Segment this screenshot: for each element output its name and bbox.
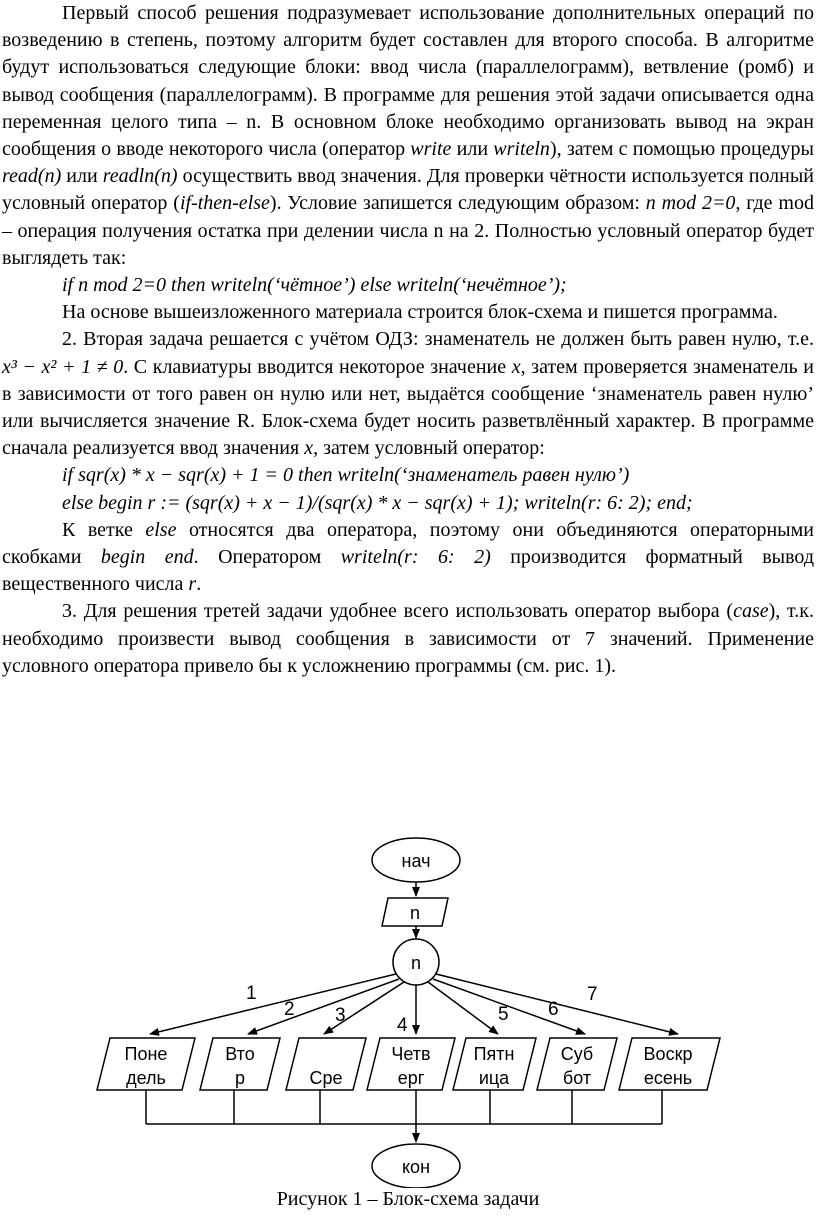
- term-else: else: [145, 518, 177, 541]
- output-label-sunday-2: есень: [643, 1068, 693, 1088]
- output-label-sunday-1: Воскр: [643, 1044, 693, 1064]
- text-span: Первый способ решения подразумевает использование дополнительных операций по возведению в степень, поэтому алгоритм будет составлен для второго способа. В алгоритме будут использоваться следующие блоки: ввод числа (параллелограмм), ветвление (ромб) и вывод сообщения (параллелограмм). В программе для решения этой задачи описывается одна переменная целого типа – n. В основном блоке необходимо организовать вывод на экран сообщения о вводе некоторого числа (оператор: [2, 2, 814, 161]
- text-span: ). Условие запишется следующим образом:: [269, 192, 646, 215]
- output-label-friday-2: ица: [478, 1068, 510, 1088]
- text-span: .: [196, 573, 202, 596]
- text-span: К ветке: [62, 518, 146, 541]
- text-span: 3. Для решения третей задачи удобнее всего использовать оператор выбора (: [62, 600, 734, 623]
- text-span: относятся два оператора, поэтому они объединяются операторными скобками: [2, 518, 814, 569]
- formula-denominator: x³ − x² + 1 ≠ 0: [2, 355, 124, 378]
- output-label-tuesday-1: Вто: [225, 1044, 255, 1064]
- start-label: нач: [401, 851, 431, 871]
- term-begin-end: begin end: [100, 546, 194, 569]
- term-if-then-else: if-then-else: [179, 192, 270, 215]
- code-line-1: if n mod 2=0 then writeln(‘чётное’) else writeln(‘нечётное’);: [62, 274, 567, 297]
- term-write: write: [410, 138, 452, 161]
- text-span: if: [62, 464, 74, 487]
- end-label: кон: [401, 1157, 431, 1177]
- term-read: read(n): [2, 165, 62, 188]
- output-label-monday-2: дель: [126, 1068, 166, 1088]
- text-span: 2. Вторая задача решается с учётом ОДЗ: знаменатель не должен быть равен нулю, т.е.: [62, 328, 814, 351]
- paragraph-else-branch: [2, 517, 814, 599]
- branch-number-2: 2: [284, 999, 295, 1020]
- output-label-monday-1: Поне: [124, 1044, 168, 1064]
- branch-number-7: 7: [587, 984, 598, 1005]
- switch-label: n: [410, 953, 422, 973]
- var-x: x: [304, 437, 314, 460]
- text-span: , затем условный оператор:: [313, 437, 545, 460]
- flowchart-svg: [0, 828, 816, 1188]
- text-span: , где mod – операция получения остатка при делении числа n на 2. Полностью условный оператор будет выглядеть так:: [2, 192, 814, 269]
- branch-arrow-2: [248, 979, 399, 1034]
- formula-condition: sqr(x) * x − sqr(x) + 1 = 0: [78, 464, 294, 487]
- term-readln: readln(n): [102, 165, 178, 188]
- text-span: ), т.к. необходимо произвести вывод сообщения в зависимости от 7 значений. Применение условного оператора привело бы к усложнению программы (см. рис. 1).: [2, 600, 814, 677]
- text-span: или: [61, 165, 103, 188]
- flowchart-figure: [0, 828, 816, 1188]
- text-span: осуществить ввод значения. Для проверки чётности используется полный условный оператор (: [2, 165, 815, 215]
- paragraph-second-task: [2, 326, 814, 462]
- var-x: x: [511, 355, 521, 378]
- text-span: , затем проверяется знаменатель и в зависимости от того равен он нулю или нет, выдаётся сообщение ‘знаменатель равен нулю’ или вычисляется значение R. Блок-схема будет носить разветвлённый характер. В программе сначала реализуется ввод значения: [2, 355, 814, 460]
- text-span: или: [451, 138, 494, 161]
- branch-number-3: 3: [335, 1005, 346, 1026]
- text-span: . С клавиатуры вводится некоторое значение: [123, 355, 512, 378]
- branch-number-6: 6: [548, 999, 559, 1020]
- term-writeln: writeln: [493, 138, 550, 161]
- text-span: then writeln(‘знаменатель равен нулю’): [298, 464, 630, 487]
- output-label-thursday-2: ерг: [397, 1068, 425, 1088]
- var-r: r: [188, 573, 197, 596]
- text-span: ), затем с помощью процедуры: [549, 138, 814, 161]
- branch-number-4: 4: [397, 1015, 408, 1036]
- paragraph-third-task: [2, 598, 814, 680]
- branch-arrow-6: [433, 979, 585, 1034]
- branch-number-5: 5: [498, 1004, 509, 1025]
- output-label-saturday-1: Суб: [560, 1044, 594, 1064]
- output-label-tuesday-2: р: [234, 1068, 246, 1088]
- paragraph-flowchart-note: На основе вышеизложенного материала строится блок-схема и пишется программа.: [62, 301, 778, 324]
- output-label-wednesday-2: Сре: [309, 1068, 343, 1088]
- formula-r: r := (sqr(x) + x − 1)/(sqr(x) * x − sqr(x) + 1): [147, 491, 513, 514]
- text-span: ; writeln(r: 6: 2); end;: [512, 491, 693, 514]
- text-span: производится форматный вывод вещественного числа: [2, 546, 815, 596]
- output-label-saturday-2: бот: [562, 1068, 592, 1088]
- code-line-3: [2, 490, 814, 517]
- input-label: n: [409, 903, 421, 923]
- output-label-friday-1: Пятн: [473, 1044, 515, 1064]
- text-span: . Оператором: [193, 546, 341, 569]
- output-label-thursday-1: Четв: [391, 1044, 431, 1064]
- term-writeln-format: writeln(r: 6: 2): [340, 546, 491, 569]
- term-condition: n mod 2=0: [645, 192, 736, 215]
- text-span: else begin: [62, 491, 143, 514]
- code-line-2: [2, 462, 814, 489]
- figure-caption: Рисунок 1 – Блок-схема задачи: [276, 1188, 540, 1210]
- branch-number-1: 1: [246, 983, 257, 1004]
- paragraph-first-method: [2, 0, 814, 272]
- term-case: case: [733, 600, 769, 623]
